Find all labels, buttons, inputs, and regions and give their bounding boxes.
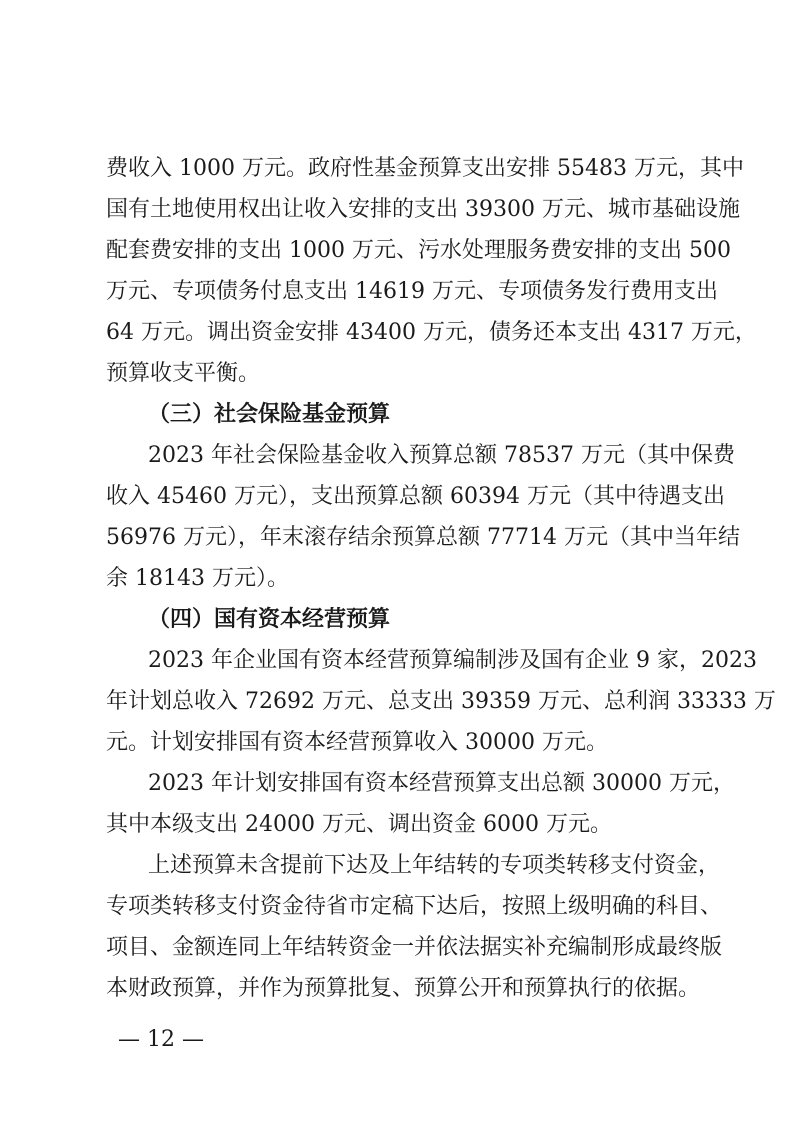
section-heading-state-capital: （四）国有资本经营预算 xyxy=(148,607,391,632)
text-line: 国有土地使用权出让收入安排的支出 39300 万元、城市基础设施 xyxy=(106,197,740,222)
text-line: 余 18143 万元）。 xyxy=(106,566,289,591)
text-line: 2023 年社会保险基金收入预算总额 78537 万元（其中保费 xyxy=(148,443,735,468)
page-number: — 12 — xyxy=(118,1027,204,1052)
text-line: 万元、专项债务付息支出 14619 万元、专项债务发行费用支出 xyxy=(106,279,718,304)
text-line: 预算收支平衡。 xyxy=(106,361,261,386)
text-line: 专项类转移支付资金待省市定稿下达后，按照上级明确的科目、 xyxy=(106,894,723,919)
text-line: 56976 万元），年末滚存结余预算总额 77714 万元（其中当年结 xyxy=(106,525,740,550)
section-heading-social-insurance: （三）社会保险基金预算 xyxy=(148,402,391,427)
text-line: 2023 年计划安排国有资本经营预算支出总额 30000 万元， xyxy=(148,771,735,796)
text-line: 年计划总收入 72692 万元、总支出 39359 万元、总利润 33333 万 xyxy=(106,689,776,714)
text-line: 元。计划安排国有资本经营预算收入 30000 万元。 xyxy=(106,730,608,755)
text-line: 本财政预算，并作为预算批复、预算公开和预算执行的依据。 xyxy=(106,976,701,1001)
text-line: 上述预算未含提前下达及上年结转的专项类转移支付资金， xyxy=(148,853,721,878)
text-line: 2023 年企业国有资本经营预算编制涉及国有企业 9 家，2023 xyxy=(148,648,757,673)
text-line: 费收入 1000 万元。政府性基金预算支出安排 55483 万元，其中 xyxy=(106,156,744,181)
text-line: 配套费安排的支出 1000 万元、污水处理服务费安排的支出 500 xyxy=(106,238,731,263)
text-line: 项目、金额连同上年结转资金一并依法据实补充编制形成最终版 xyxy=(106,935,723,960)
text-line: 其中本级支出 24000 万元、调出资金 6000 万元。 xyxy=(106,812,612,837)
text-line: 收入 45460 万元），支出预算总额 60394 万元（其中待遇支出 xyxy=(106,484,725,509)
text-line: 64 万元。调出资金安排 43400 万元，债务还本支出 4317 万元， xyxy=(106,320,757,345)
